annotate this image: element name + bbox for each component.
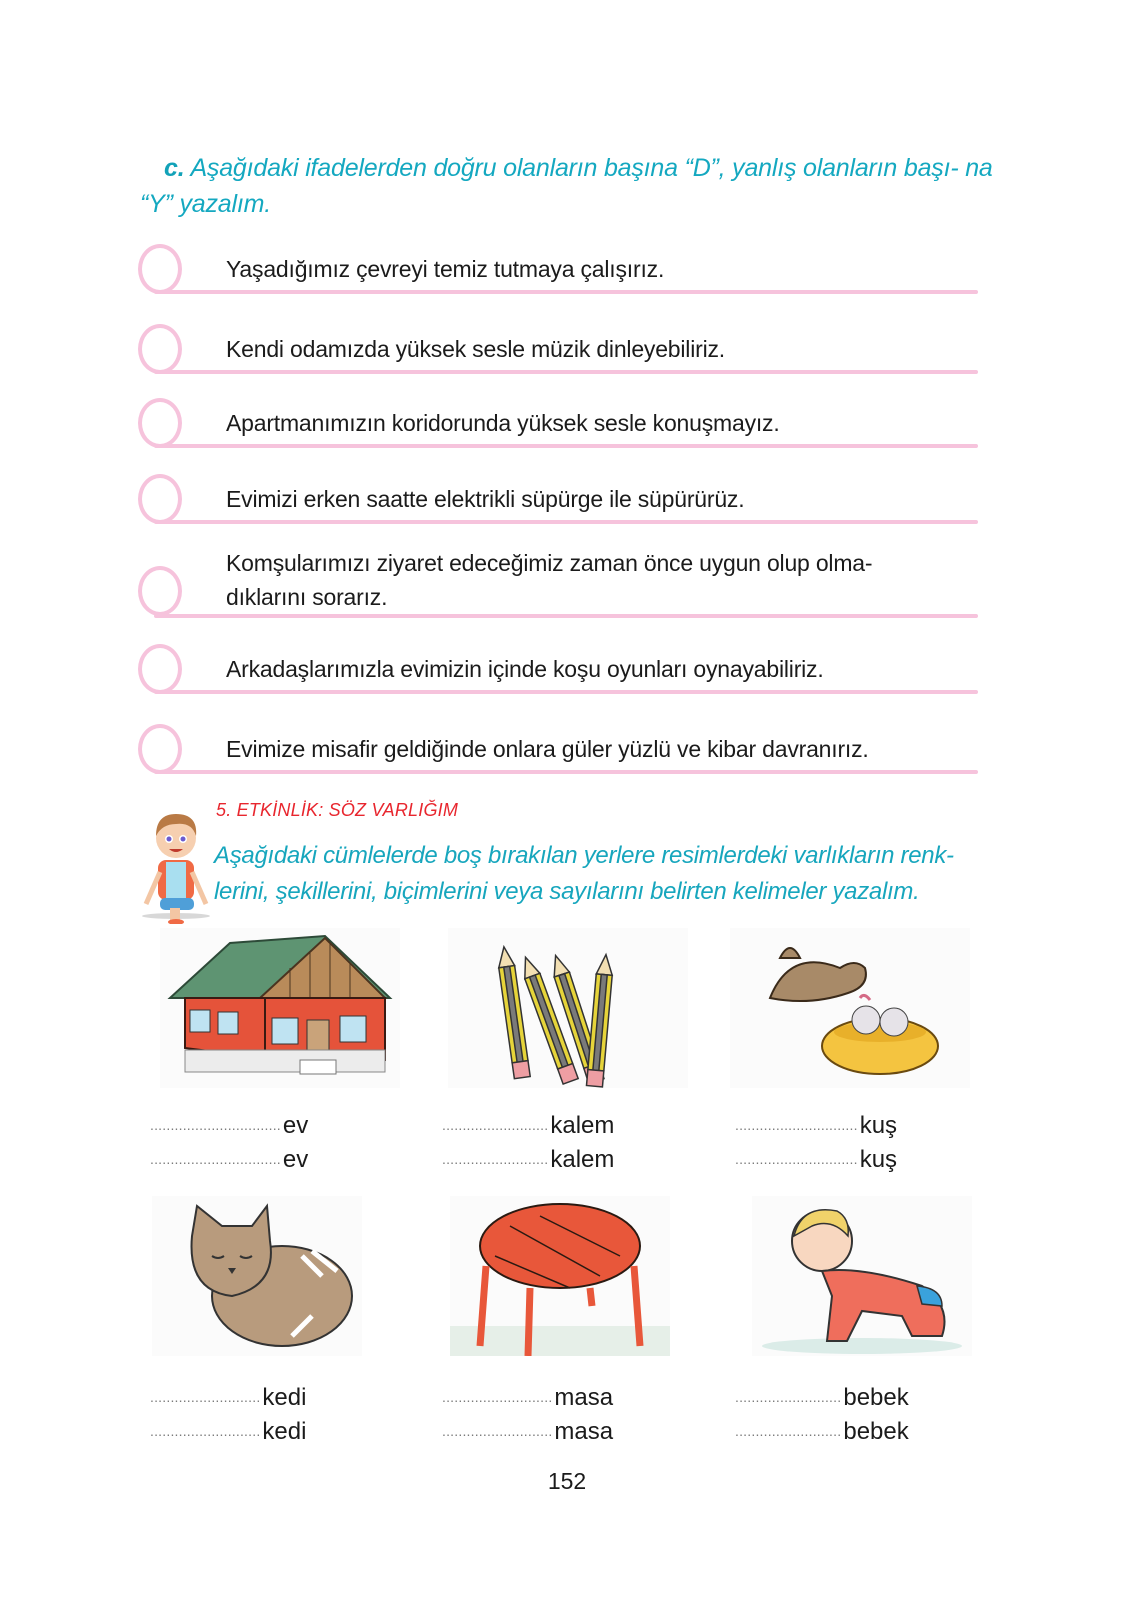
row-underline bbox=[154, 520, 978, 524]
fill-in-line[interactable] bbox=[150, 1146, 308, 1174]
answer-blank[interactable]: .......................... bbox=[442, 1117, 549, 1133]
answer-blank[interactable]: ........................... bbox=[442, 1423, 553, 1439]
fill-in-line[interactable] bbox=[150, 1418, 306, 1446]
answer-circle[interactable] bbox=[138, 244, 182, 294]
fill-in-line[interactable] bbox=[442, 1418, 613, 1446]
answer-circle[interactable] bbox=[138, 324, 182, 374]
noun-label: kalem bbox=[550, 1146, 615, 1173]
pencils-illustration bbox=[448, 928, 688, 1088]
noun-label: kuş bbox=[859, 1146, 898, 1173]
cat-illustration bbox=[152, 1196, 362, 1356]
answer-circle[interactable] bbox=[138, 398, 182, 448]
statement-text: Yaşadığımız çevreyi temiz tutmaya çalışırız. bbox=[226, 256, 665, 282]
answer-blank[interactable]: ................................ bbox=[150, 1117, 281, 1133]
noun-label: bebek bbox=[843, 1384, 909, 1411]
row-underline bbox=[154, 690, 978, 694]
noun-label: kalem bbox=[550, 1112, 615, 1139]
noun-label: ev bbox=[282, 1112, 309, 1139]
statement-text: Arkadaşlarımızla evimizin içinde koşu oyunları oynayabiliriz. bbox=[226, 656, 824, 682]
row-underline bbox=[154, 290, 978, 294]
fill-in-line[interactable] bbox=[442, 1384, 613, 1412]
statement-row bbox=[136, 324, 978, 376]
fill-in-line[interactable] bbox=[150, 1384, 306, 1412]
fill-in-line[interactable] bbox=[735, 1384, 909, 1412]
fill-in-line[interactable] bbox=[442, 1146, 614, 1174]
statement-text-line1: Komşularımızı ziyaret edeceğimiz zaman önce uygun olup olma- bbox=[226, 550, 873, 576]
noun-label: bebek bbox=[843, 1418, 909, 1445]
answer-blank[interactable]: .............................. bbox=[735, 1151, 858, 1167]
fill-in-line[interactable] bbox=[735, 1418, 909, 1446]
fill-in-line[interactable] bbox=[150, 1112, 308, 1140]
answer-blank[interactable]: .............................. bbox=[735, 1117, 858, 1133]
answer-blank[interactable]: .......................... bbox=[735, 1389, 842, 1405]
answer-blank[interactable]: ........................... bbox=[150, 1423, 261, 1439]
row-underline bbox=[154, 370, 978, 374]
fill-in-line[interactable] bbox=[735, 1112, 897, 1140]
section-c-instruction bbox=[140, 150, 1000, 222]
answer-circle[interactable] bbox=[138, 724, 182, 774]
table-illustration bbox=[450, 1196, 670, 1356]
fill-in-line[interactable] bbox=[735, 1146, 897, 1174]
noun-label: masa bbox=[554, 1384, 614, 1411]
row-underline bbox=[154, 614, 978, 618]
page-number: 152 bbox=[547, 1468, 587, 1494]
statement-text: Evimize misafir geldiğinde onlara güler yüzlü ve kibar davranırız. bbox=[226, 736, 869, 762]
noun-label: ev bbox=[282, 1146, 309, 1173]
statement-row bbox=[136, 244, 978, 296]
noun-label: kedi bbox=[262, 1418, 307, 1445]
row-underline bbox=[154, 770, 978, 774]
row-underline bbox=[154, 444, 978, 448]
statement-row bbox=[136, 544, 978, 622]
answer-circle[interactable] bbox=[138, 566, 182, 616]
answer-circle[interactable] bbox=[138, 644, 182, 694]
noun-label: kuş bbox=[859, 1112, 898, 1139]
answer-blank[interactable]: ........................... bbox=[150, 1389, 261, 1405]
bird-nest-illustration bbox=[730, 928, 970, 1088]
statement-text: Kendi odamızda yüksek sesle müzik dinleyebiliriz. bbox=[226, 336, 725, 362]
noun-label: masa bbox=[554, 1418, 614, 1445]
section-letter: c. bbox=[164, 154, 185, 182]
statement-text: Evimizi erken saatte elektrikli süpürge ile süpürürüz. bbox=[226, 486, 745, 512]
statement-row bbox=[136, 398, 978, 450]
statement-row bbox=[136, 644, 978, 696]
statement-text-line2: dıklarını sorarız. bbox=[226, 584, 388, 610]
answer-circle[interactable] bbox=[138, 474, 182, 524]
boy-character-illustration bbox=[136, 804, 216, 924]
answer-blank[interactable]: .......................... bbox=[442, 1151, 549, 1167]
activity-title: 5. ETKİNLİK: SÖZ VARLIĞIM bbox=[216, 800, 459, 820]
baby-illustration bbox=[752, 1196, 972, 1356]
statement-row bbox=[136, 724, 978, 776]
answer-blank[interactable]: ........................... bbox=[442, 1389, 553, 1405]
noun-label: kedi bbox=[262, 1384, 307, 1411]
answer-blank[interactable]: .......................... bbox=[735, 1423, 842, 1439]
statement-text: Apartmanımızın koridorunda yüksek sesle konuşmayız. bbox=[226, 410, 780, 436]
activity-description: Aşağıdaki cümlelerde boş bırakılan yerlere resimlerdeki varlıkların renk- lerini, şekillerini, biçimlerini veya sayılarını belirten kelimeler yazalım. bbox=[214, 842, 954, 905]
instruction-text: Aşağıdaki ifadelerden doğru olanların başına “D”, yanlış olanların başı- na “Y” yazalım. bbox=[140, 154, 993, 218]
statement-row bbox=[136, 474, 978, 526]
fill-in-line[interactable] bbox=[442, 1112, 614, 1140]
answer-blank[interactable]: ................................ bbox=[150, 1151, 281, 1167]
house-illustration bbox=[160, 928, 400, 1088]
